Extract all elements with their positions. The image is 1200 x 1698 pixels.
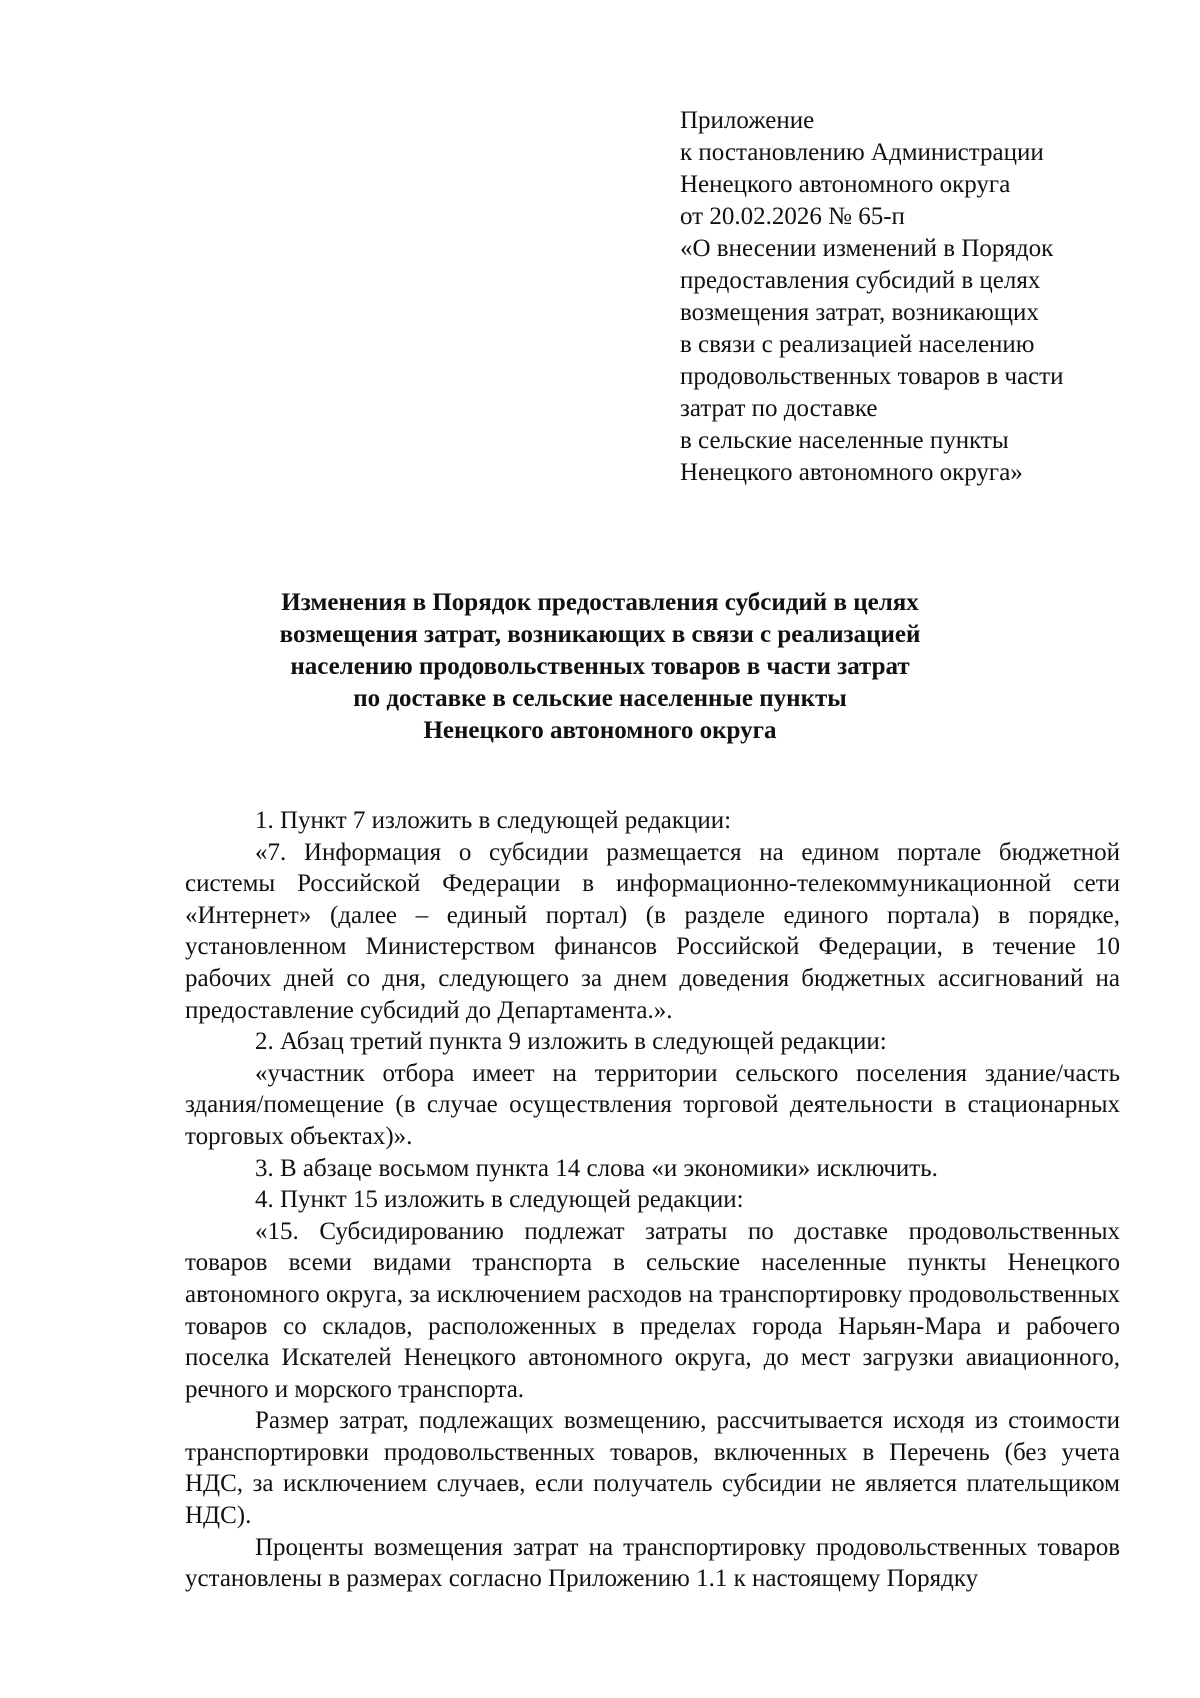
appendix-line: от 20.02.2026 № 65-п — [680, 203, 905, 230]
appendix-line: продовольственных товаров в части — [680, 363, 1064, 390]
title-line: Ненецкого автономного округа — [423, 717, 777, 744]
paragraph-cost-size: Размер затрат, подлежащих возмещению, рассчитывается исходя из стоимости транспортировки продовольственных товаров, включенных в Перечень (без учета НДС, за исключением случаев, если получатель субсидии не является плательщиком НДС). — [185, 1407, 1120, 1530]
document-body — [185, 805, 1120, 1595]
appendix-header — [680, 105, 1160, 489]
title-line: Изменения в Порядок предоставления субсидий в целях — [281, 589, 919, 616]
paragraph-2-item: 2. Абзац третий пункта 9 изложить в следующей редакции: — [255, 1028, 887, 1056]
title-line: населению продовольственных товаров в части затрат — [290, 653, 910, 680]
appendix-line: затрат по доставке — [680, 395, 878, 422]
title-line: по доставке в сельские населенные пункты — [353, 685, 847, 712]
title-line: возмещения затрат, возникающих в связи с реализацией — [279, 621, 921, 648]
appendix-line: Приложение — [680, 107, 815, 134]
appendix-line: Ненецкого автономного округа — [680, 171, 1011, 198]
paragraph-point-15: «15. Субсидированию подлежат затраты по доставке продовольственных товаров всеми видами транспорта в сельские населенные пункты Ненецкого автономного округа, за исключением расходов на транспортировку продовольственных товаров со складов, расположенных в пределах города Нарьян-Мара и рабочего поселка Искателей Ненецкого автономного округа, до мест загрузки авиационного, речного и морского транспорта. — [185, 1217, 1120, 1403]
appendix-line: предоставления субсидий в целях — [680, 267, 1041, 294]
appendix-line: Ненецкого автономного округа» — [680, 459, 1023, 486]
appendix-line: в сельские населенные пункты — [680, 427, 1009, 454]
appendix-line: возмещения затрат, возникающих — [680, 299, 1039, 326]
paragraph-4-item: 4. Пункт 15 изложить в следующей редакции: — [255, 1186, 744, 1214]
paragraph-1-item: 1. Пункт 7 изложить в следующей редакции: — [255, 807, 732, 834]
paragraph-3-item: 3. В абзаце восьмом пункта 14 слова «и экономики» исключить. — [255, 1154, 938, 1182]
appendix-line: «О внесении изменений в Порядок — [680, 235, 1054, 262]
document-title — [250, 587, 950, 747]
appendix-line: в связи с реализацией населению — [680, 331, 1035, 358]
paragraph-point-7: «7. Информация о субсидии размещается на едином портале бюджетной системы Российской Федерации в информационно-телекоммуникационной сети «Интернет» (далее – единый портал) (в разделе единого портала) в порядке, установленном Министерством финансов Российской Федерации, в течение 10 рабочих дней со дня, следующего за днем доведения бюджетных ассигнований на предоставление субсидий до Департамента.». — [185, 838, 1120, 1024]
paragraph-reimbursement-percent: Проценты возмещения затрат на транспортировку продовольственных товаров установлены в размерах согласно Приложению 1.1 к настоящему Порядку — [185, 1533, 1120, 1593]
paragraph-selection-participant: «участник отбора имеет на территории сельского поселения здание/часть здания/помещение (в случае осуществления торговой деятельности в стационарных торговых объектах)». — [185, 1059, 1120, 1150]
appendix-line: к постановлению Администрации — [680, 139, 1044, 166]
